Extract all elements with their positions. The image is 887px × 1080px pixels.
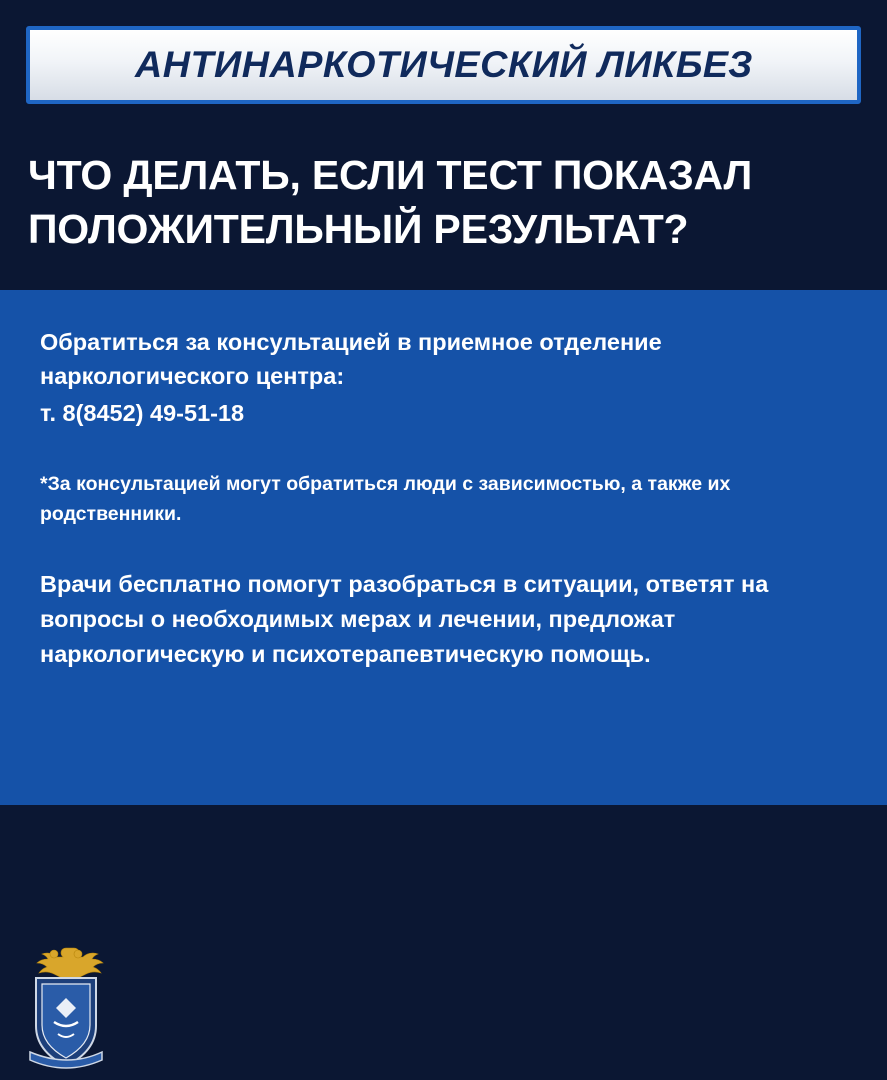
contact-instruction-text: Обратиться за консультацией в приемное отделение наркологического центра: <box>40 329 662 389</box>
footer <box>0 805 887 1080</box>
page-title-line-2: ПОЛОЖИТЕЛЬНЫЙ РЕЗУЛЬТАТ? <box>28 206 689 253</box>
page-title-line-1: ЧТО ДЕЛАТЬ, ЕСЛИ ТЕСТ ПОКАЗАЛ <box>28 152 753 198</box>
content-panel <box>0 290 887 805</box>
doctors-help-text: Врачи бесплатно помогут разобраться в ситуации, ответят на вопросы о необходимых мерах и лечении, предложат наркологическую и психотерапевтическую помощь. <box>40 570 769 668</box>
consultation-note-text: *За консультацией могут обратиться люди с зависимостью, а также их родственники. <box>40 473 731 525</box>
banner-title: АНТИНАРКОТИЧЕСКИЙ ЛИКБЕЗ <box>134 44 753 85</box>
phone-number-text: т. 8(8452) 49-51-18 <box>40 399 245 426</box>
page-title <box>0 126 887 290</box>
police-emblem-icon <box>24 942 108 1070</box>
header-band <box>0 0 887 126</box>
banner-plate <box>26 26 861 104</box>
